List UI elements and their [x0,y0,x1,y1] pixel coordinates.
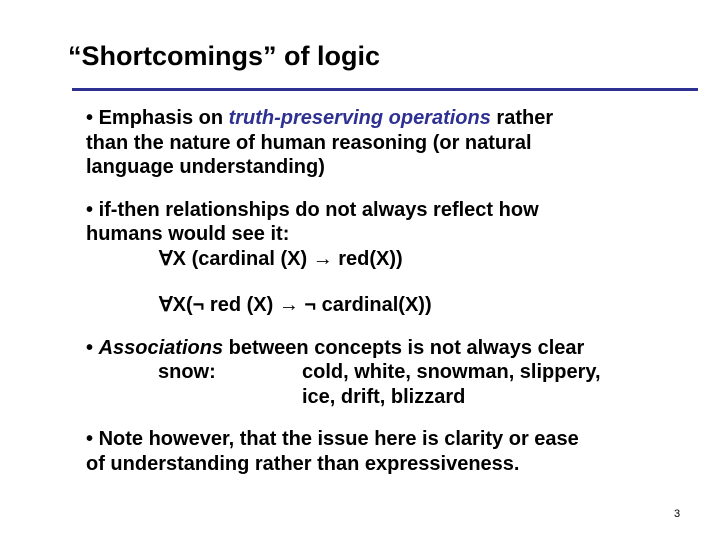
emphasis-text: truth-preserving operations [228,107,491,129]
logic-formula: ∀X (cardinal (X) → red(X)) [159,247,403,270]
bullet-line [86,198,601,223]
example-values: ice, drift, blizzard [302,385,466,408]
bullet-item [86,198,601,318]
title-underline [72,88,698,91]
page-number: 3 [674,508,681,520]
example-values: cold, white, snowman, slippery, [302,361,601,383]
bullet-item [86,427,601,476]
slide-body [86,106,601,476]
bullet-text: rather [490,107,554,129]
bullet-line: of understanding rather than expressiveness. [86,452,520,475]
bullet-line: language understanding) [86,156,325,178]
bullet-marker: • [86,107,94,129]
bullet-item [86,336,601,410]
spacer [86,180,601,198]
bullet-text: Note however, that the issue here is clarity or ease [98,428,579,450]
logic-formula: ∀X(¬ red (X) → ¬ cardinal(X)) [159,294,432,316]
bullet-text: if-then relationships do not always reflect how [98,198,539,221]
spacer [86,409,601,427]
bullet-line [86,427,601,452]
bullet-text: Emphasis on [98,107,229,129]
bullet-line: humans would see it: [86,223,290,245]
spacer [86,318,601,336]
bullet-text: between concepts is not always clear [223,336,585,359]
bullet-line [86,106,601,131]
bullet-line [86,336,601,361]
example-row [86,360,601,385]
bullet-marker: • [86,336,94,359]
slide-title: “Shortcomings” of logic [68,41,381,71]
example-label: snow: [158,361,216,383]
bullet-item [86,106,601,180]
spacer [86,271,601,293]
bullet-marker: • [86,428,94,450]
bullet-marker: • [86,198,94,221]
emphasis-text: Associations [98,336,224,359]
bullet-line: than the nature of human reasoning (or natural [86,131,532,154]
